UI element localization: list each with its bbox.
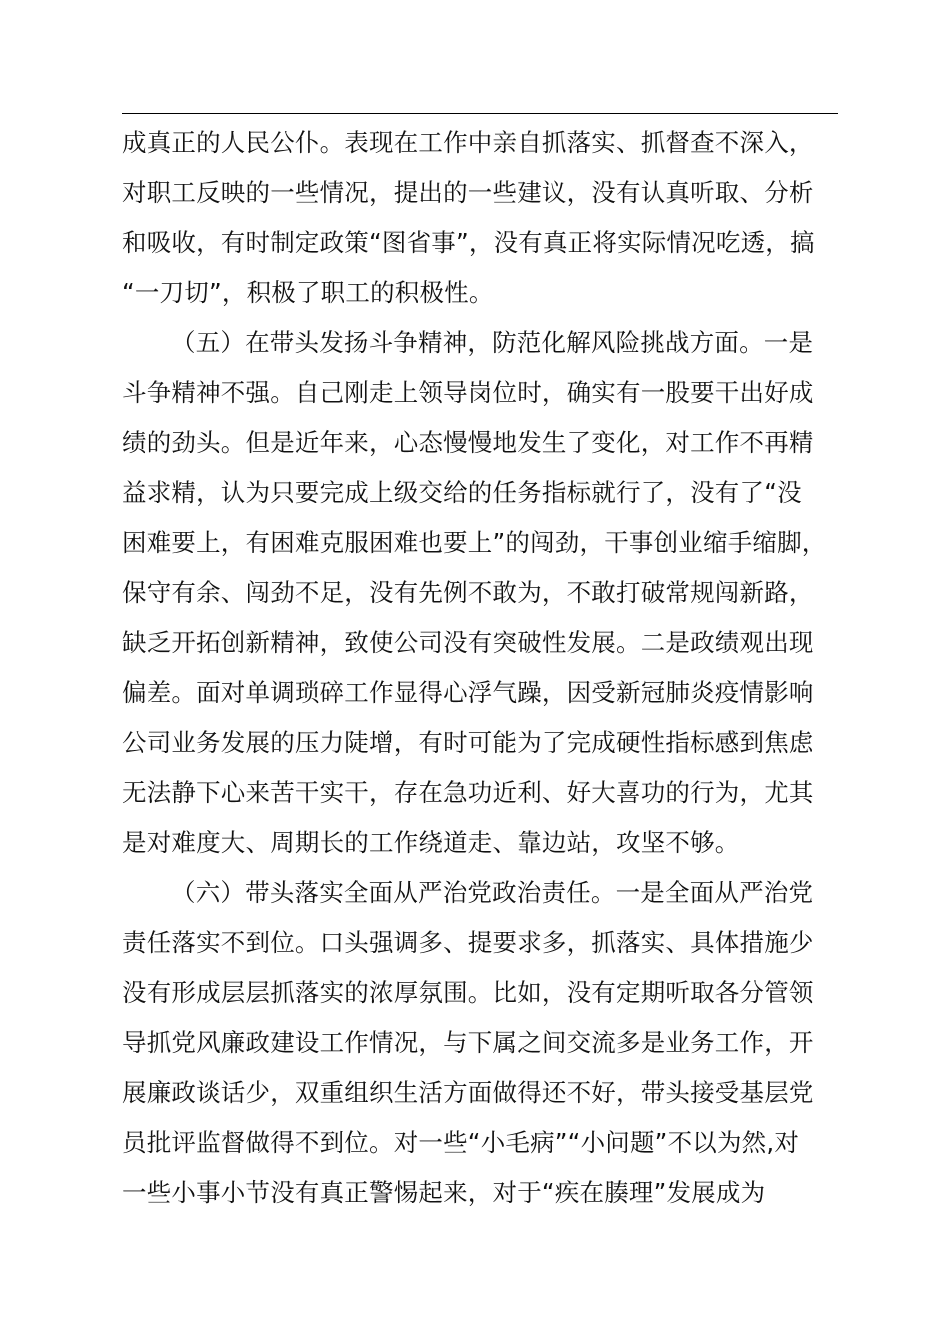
text-line: 对职工反映的一些情况，提出的一些建议，没有认真听取、分析: [122, 178, 814, 207]
text-line: 是对难度大、周期长的工作绕道走、靠边站，攻坚不够。: [122, 828, 740, 857]
text-line: 困难要上，有困难克服困难也要上”的闯劲，干事创业缩手缩脚，: [122, 528, 827, 557]
section-six-heading-line: （六）带头落实全面从严治党政治责任。一是全面从严治党: [171, 878, 814, 907]
text-line: 保守有余、闯劲不足，没有先例不敢为，不敢打破常规闯新路，: [122, 578, 814, 607]
section-five-heading-line: （五）在带头发扬斗争精神，防范化解风险挑战方面。一是: [171, 328, 814, 357]
text-line: 公司业务发展的压力陡增，有时可能为了完成硬性指标感到焦虑: [122, 728, 814, 757]
text-line: 成真正的人民公仆。表现在工作中亲自抓落实、抓督查不深入，: [122, 128, 814, 157]
text-line: 员批评监督做得不到位。对一些“小毛病”“小问题”不以为然,对: [122, 1128, 800, 1157]
text-line: 无法静下心来苦干实干，存在急功近利、好大喜功的行为，尤其: [122, 778, 814, 807]
text-line: 导抓党风廉政建设工作情况，与下属之间交流多是业务工作，开: [122, 1028, 814, 1057]
text-line: 没有形成层层抓落实的浓厚氛围。比如，没有定期听取各分管领: [122, 978, 814, 1007]
header-rule: [122, 113, 838, 114]
text-line: 绩的劲头。但是近年来，心态慢慢地发生了变化，对工作不再精: [122, 428, 814, 457]
text-line: 斗争精神不强。自己刚走上领导岗位时，确实有一股要干出好成: [122, 378, 814, 407]
body-text: [122, 118, 838, 1218]
text-line: 缺乏开拓创新精神，致使公司没有突破性发展。二是政绩观出现: [122, 628, 814, 657]
text-line: 偏差。面对单调琐碎工作显得心浮气躁，因受新冠肺炎疫情影响: [122, 678, 814, 707]
text-line: “一刀切”，积极了职工的积极性。: [122, 278, 494, 307]
text-line: 益求精，认为只要完成上级交给的任务指标就行了，没有了“没: [122, 478, 802, 507]
text-line: 责任落实不到位。口头强调多、提要求多，抓落实、具体措施少: [122, 928, 814, 957]
text-line: 展廉政谈话少，双重组织生活方面做得还不好，带头接受基层党: [122, 1078, 814, 1107]
text-line: 一些小事小节没有真正警惕起来，对于“疾在腠理”发展成为: [122, 1178, 766, 1207]
text-line: 和吸收，有时制定政策“图省事”，没有真正将实际情况吃透，搞: [122, 228, 815, 257]
